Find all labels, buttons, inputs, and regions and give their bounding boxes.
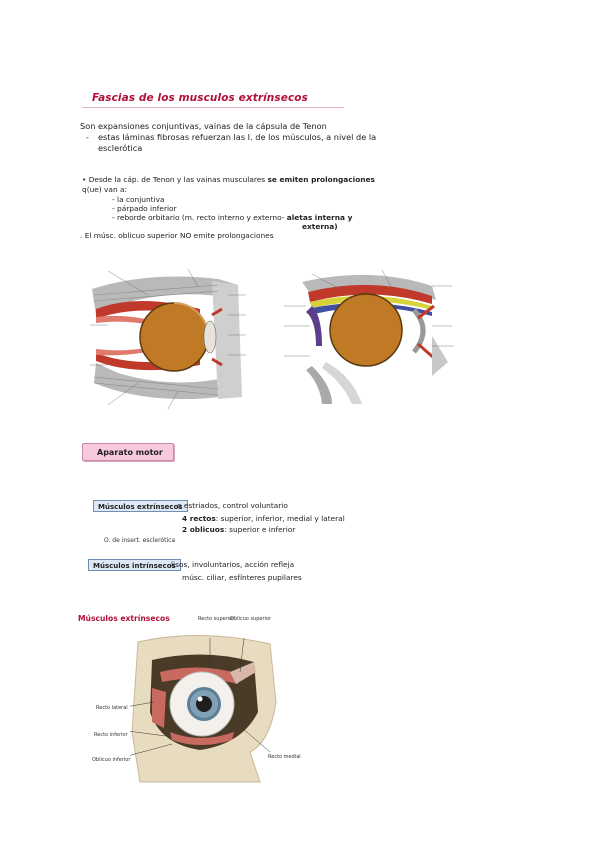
extrinsecos-label: Músculos extrínsecos [93, 500, 188, 512]
label-recto-inferior: Recto inferior [94, 732, 128, 738]
prolong-item-1: - la conjuntiva [112, 195, 165, 204]
prolong-line-1-b: se emiten prolongaciones [267, 175, 375, 184]
intro-dash: - [86, 132, 89, 142]
intro-line-1: Son expansiones conjuntivas, vainas de la cápsula de Tenon [80, 121, 327, 131]
prolong-line-1 [82, 175, 375, 185]
extrinsecos-line-1: o estriados, control voluntario [177, 501, 288, 510]
label-oblicuo-inferior: Oblicuo inferior [92, 757, 131, 763]
prolong-line-2: q(ue) van a: [82, 185, 127, 194]
extrinsecos-line-2-a: 4 rectos [182, 514, 216, 523]
label-recto-medial: Recto medial [268, 754, 301, 760]
label-oblicuo-superior: Oblicuo superior [230, 616, 272, 622]
intrinsecos-label: Músculos intrínsecos [88, 559, 181, 571]
intro-line-3: esclerótica [98, 143, 143, 153]
page-title: Fascias de los musculos extrínsecos [92, 92, 308, 104]
extrinsecos-line-2-b: : superior, inferior, medial y lateral [215, 514, 345, 523]
prolong-line-1-a: • Desde la cáp. de Tenon y las vainas musculares [82, 175, 268, 184]
extrinsecos-line-3-b: : superior e inferior [224, 525, 296, 534]
extrinsecos-aside: O. de insert. esclerótica [104, 537, 176, 544]
prolong-item-3-b: aletas interna y [286, 213, 353, 222]
prolong-note: . El músc. oblicuo superior NO emite prolongaciones [80, 231, 274, 240]
title-underline [82, 107, 344, 108]
figure3-title: Músculos extrínsecos [78, 614, 170, 623]
intrinsecos-line-2: músc. ciliar, esfínteres pupilares [182, 573, 302, 582]
extrinsecos-line-3 [182, 525, 295, 535]
prolong-item-3-c: externa) [302, 222, 338, 231]
label-recto-superior: Recto superior [198, 616, 235, 622]
prolong-item-3-a: - reborde orbitario (m. recto interno y externo- [112, 213, 287, 222]
aparato-motor-label: Aparato motor [82, 443, 174, 461]
eye-muscles-figure [130, 632, 280, 784]
intro-line-2: estas láminas fibrosas refuerzan las I. de los músculos, a nivel de la [98, 132, 377, 142]
eye-section-figure-right [282, 266, 460, 406]
intrinsecos-line-1: lisos, involuntarios, acción refleja [171, 560, 295, 569]
label-recto-lateral: Recto lateral [96, 705, 128, 711]
extrinsecos-line-2 [182, 514, 345, 524]
eye-section-figure-left [88, 265, 250, 413]
prolong-item-2: - párpado inferior [112, 204, 177, 213]
extrinsecos-line-3-a: 2 oblicuos [182, 525, 225, 534]
